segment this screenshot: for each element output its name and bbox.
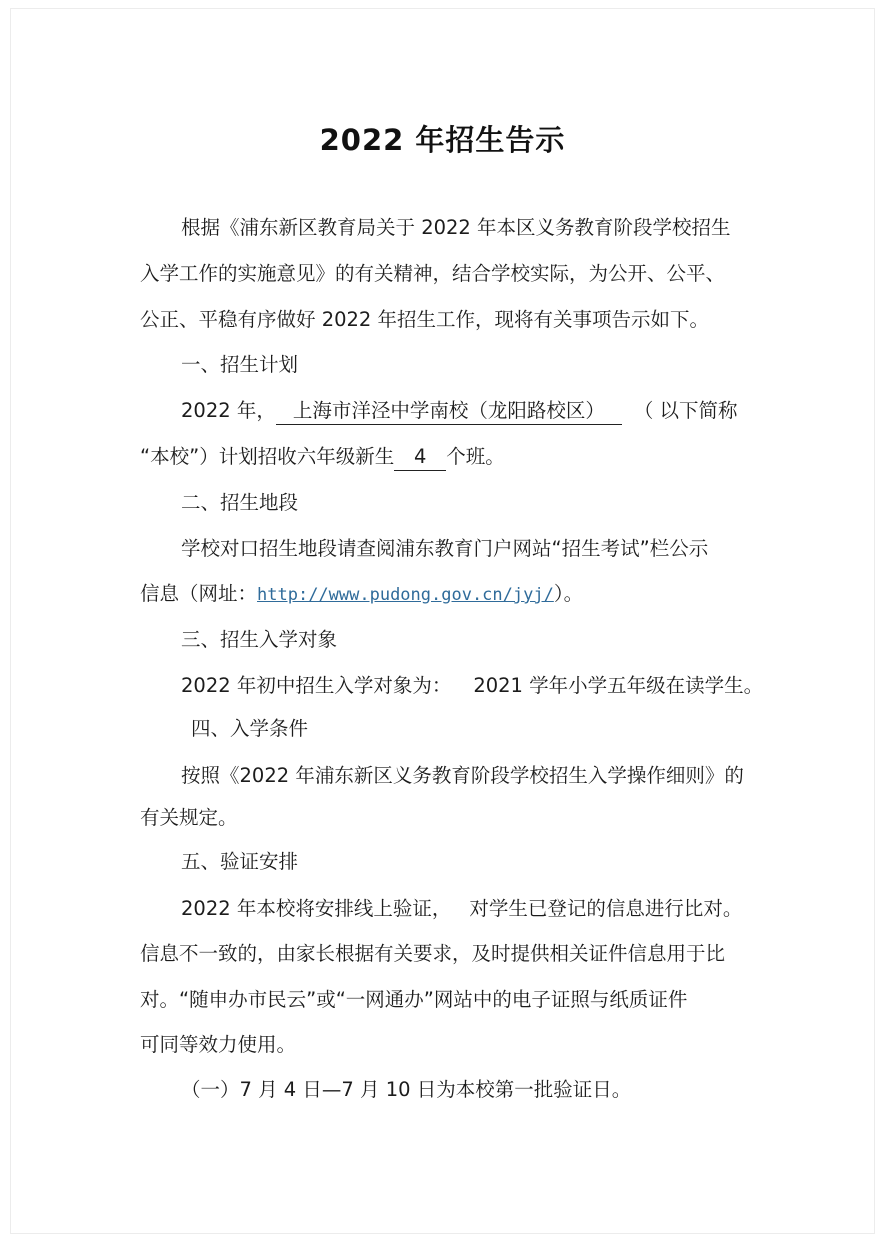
section-4-line-1: 按照《2022 年浦东新区义务教育阶段学校招生入学操作细则》的 — [181, 764, 744, 787]
section-5-line-4: 可同等效力使用。 — [140, 1033, 297, 1056]
intro-line-2: 入学工作的实施意见》的有关精神，结合学校实际，为公开、公平、 — [140, 262, 726, 285]
section-5-line-1 — [181, 894, 742, 924]
section-4-heading: 四、入学条件 — [191, 717, 309, 740]
section-1-suffix: （ 以下简称 — [633, 399, 738, 422]
section-4-line-2: 有关规定。 — [140, 806, 238, 829]
section-5-item-1: （一）7 月 4 日—7 月 10 日为本校第一批验证日。 — [181, 1078, 632, 1101]
section-1-line-2-prefix: “本校”）计划招收六年级新生 — [140, 445, 395, 468]
section-5-line-3: 对。“随申办市民云”或“一网通办”网站中的电子证照与纸质证件 — [140, 988, 688, 1011]
section-1-line-2-suffix: 个班。 — [446, 445, 505, 468]
section-2-line-1: 学校对口招生地段请查阅浦东教育门户网站“招生考试”栏公示 — [181, 537, 709, 560]
class-count-field: 4 — [394, 444, 446, 471]
school-name-field: 上海市洋泾中学南校（龙阳路校区） — [276, 398, 622, 425]
intro-line-3: 公正、平稳有序做好 2022 年招生工作，现将有关事项告示如下。 — [140, 308, 710, 331]
section-3-heading: 三、招生入学对象 — [181, 628, 338, 651]
section-1-prefix: 2022 年， — [181, 399, 276, 422]
section-1-line-1 — [181, 396, 738, 426]
section-2-line-2 — [140, 579, 583, 610]
section-5-line-2: 信息不一致的，由家长根据有关要求，及时提供相关证件信息用于比 — [140, 942, 726, 965]
section-1-heading: 一、招生计划 — [181, 353, 299, 376]
section-2-line-2-suffix: ）。 — [553, 582, 584, 605]
section-3-line-1 — [181, 671, 763, 701]
section-5-heading: 五、验证安排 — [181, 850, 299, 873]
document-title: 2022 年招生告示 — [319, 123, 566, 157]
section-2-heading: 二、招生地段 — [181, 491, 299, 514]
section-1-line-2 — [140, 442, 505, 472]
intro-line-1: 根据《浦东新区教育局关于 2022 年本区义务教育阶段学校招生 — [181, 216, 731, 239]
section-5-line-1-prefix: 2022 年本校将安排线上验证， — [181, 897, 452, 920]
section-3-line-1-suffix: 2021 学年小学五年级在读学生。 — [473, 674, 764, 697]
section-5-line-1-suffix: 对学生已登记的信息进行比对。 — [469, 897, 743, 920]
section-2-line-2-prefix: 信息（网址： — [140, 582, 258, 605]
pudong-education-link[interactable]: http://www.pudong.gov.cn/jyj/ — [257, 585, 554, 605]
section-3-line-1-prefix: 2022 年初中招生入学对象为： — [181, 674, 452, 697]
